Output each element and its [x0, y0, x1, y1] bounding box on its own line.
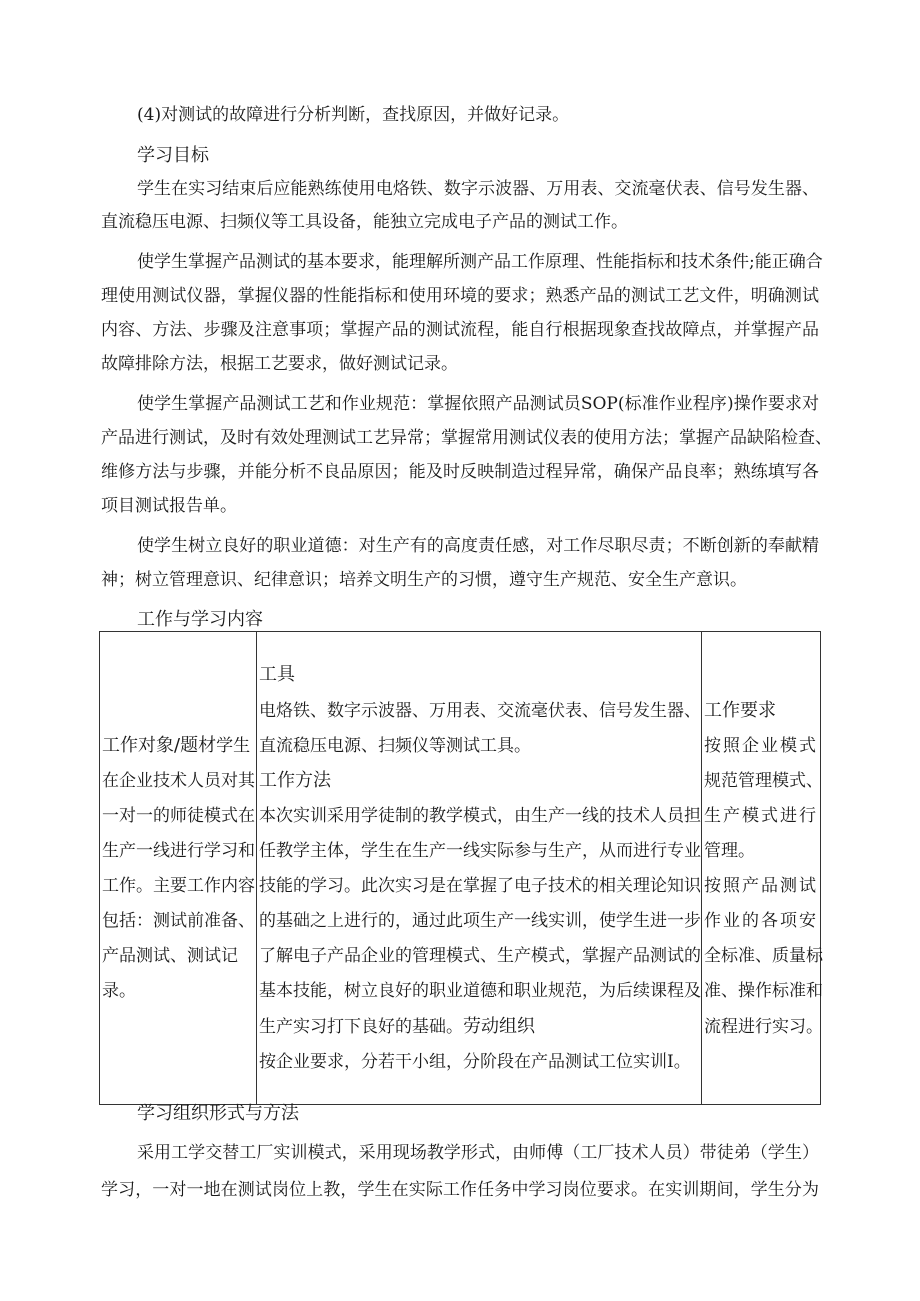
requirement-title: 工作要求 [704, 700, 776, 721]
work-object-text: 学生 [216, 736, 251, 756]
tools-line: 电烙铁、数字示波器、万用表、交流毫伏表、信号发生器、 [259, 701, 701, 721]
method-line: 了解电子产品企业的管理模式、生产模式，掌握产品测试的 [259, 946, 701, 966]
method-last-text: 生产实习打下良好的基础。 [259, 1017, 463, 1037]
work-object-line: 产品测试、测试记 [102, 946, 238, 966]
goals-p2-line: 内容、方法、步骤及注意事项；掌握产品的测试流程，能自行根据现象查找故障点，并掌握产品 [101, 320, 819, 340]
goals-p3-line: 产品进行测试，及时有效处理测试工艺异常；掌握常用测试仪表的使用方法；掌握产品缺陷检查、 [101, 428, 832, 448]
requirement-line: 流程进行实习。 [704, 1017, 823, 1037]
work-object-line: 录。 [102, 981, 136, 1001]
method-line: 本次实训采用学徒制的教学模式，由生产一线的技术人员担 [259, 806, 701, 826]
intro-item: (4)对测试的故障进行分析判断，查找原因，并做好记录。 [137, 105, 570, 125]
goals-p2-line: 故障排除方法，根据工艺要求，做好测试记录。 [101, 354, 458, 374]
work-object-line: 包括：测试前准备、 [102, 911, 255, 931]
labor-line: 按企业要求，分若干小组，分阶段在产品测试工位实训Ⅰ。 [259, 1052, 691, 1072]
goals-p4-line: 神；树立管理意识、纪律意识；培养文明生产的习惯，遵守生产规范、安全生产意识。 [101, 570, 747, 590]
goals-p1-line: 直流稳压电源、扫频仪等工具设备，能独立完成电子产品的测试工作。 [101, 212, 628, 232]
work-object-line: 一对一的师徒模式在 [102, 806, 255, 826]
tools-line: 直流稳压电源、扫频仪等测试工具。 [259, 736, 531, 756]
requirement-line: 按照产品测试 [704, 876, 816, 896]
goals-heading: 学习目标 [137, 145, 209, 166]
requirement-line: 规范管理模式、 [704, 771, 823, 791]
goals-p3-line: 项目测试报告单。 [101, 496, 237, 516]
org-heading: 学习组织形式与方法 [137, 1103, 299, 1124]
goals-p1-line: 学生在实习结束后应能熟练使用电烙铁、数字示波器、万用表、交流毫伏表、信号发生器、 [137, 179, 819, 199]
work-object-line: 生产一线进行学习和 [102, 841, 255, 861]
requirement-line: 全标准、质量标 [704, 946, 823, 966]
column-divider [701, 632, 702, 1104]
work-method-cell [259, 632, 700, 1104]
goals-p3-line: 使学生掌握产品测试工艺和作业规范：掌握依照产品测试员SOP(标准作业程序)操作要求对 [137, 394, 819, 414]
requirement-line: 生产模式进行 [704, 806, 816, 826]
tools-title: 工具 [259, 664, 295, 685]
goals-p2-line: 理使用测试仪器，掌握仪器的性能指标和使用环境的要求；熟悉产品的测试工艺文件，明确测试 [101, 286, 819, 306]
org-line: 学习，一对一地在测试岗位上教，学生在实际工作任务中学习岗位要求。在实训期间，学生分为 [101, 1180, 819, 1200]
method-line: 任教学主体，学生在生产一线实际参与生产，从而进行专业 [259, 841, 701, 861]
goals-p2-line: 使学生掌握产品测试的基本要求，能理解所测产品工作原理、性能指标和技术条件;能正确合 [137, 252, 823, 272]
method-line: 技能的学习。此次实习是在掌握了电子技术的相关理论知识 [259, 876, 701, 896]
method-line: 基本技能，树立良好的职业道德和职业规范，为后续课程及 [259, 981, 701, 1001]
work-object-cell [102, 632, 256, 1104]
work-requirement-cell [704, 632, 823, 1104]
work-heading: 工作与学习内容 [137, 609, 263, 630]
labor-title: 劳动组织 [463, 1016, 535, 1037]
work-content-table [99, 631, 821, 1105]
work-object-line: 在企业技术人员对其 [102, 771, 255, 791]
org-line: 采用工学交替工厂实训模式，采用现场教学形式，由师傅（工厂技术人员）带徒弟（学生） [137, 1143, 819, 1163]
method-last-line [259, 1017, 535, 1037]
method-line: 的基础之上进行的，通过此项生产一线实训，使学生进一步 [259, 911, 701, 931]
column-divider [256, 632, 257, 1104]
work-object-line: 工作。主要工作内容 [102, 876, 255, 896]
requirement-line: 作业的各项安 [704, 911, 816, 931]
work-object-first-line [102, 736, 250, 756]
requirement-line: 按照企业模式 [704, 736, 816, 756]
goals-p4-line: 使学生树立良好的职业道德：对生产有的高度责任感，对工作尽职尽责；不断创新的奉献精 [137, 536, 819, 556]
goals-p3-line: 维修方法与步骤，并能分析不良品原因；能及时反映制造过程异常，确保产品良率；熟练填写各 [101, 462, 819, 482]
requirement-line: 管理。 [704, 841, 755, 861]
requirement-line: 准、操作标准和 [704, 981, 823, 1001]
work-object-title: 工作对象/题材 [102, 735, 217, 756]
method-title: 工作方法 [259, 770, 331, 791]
